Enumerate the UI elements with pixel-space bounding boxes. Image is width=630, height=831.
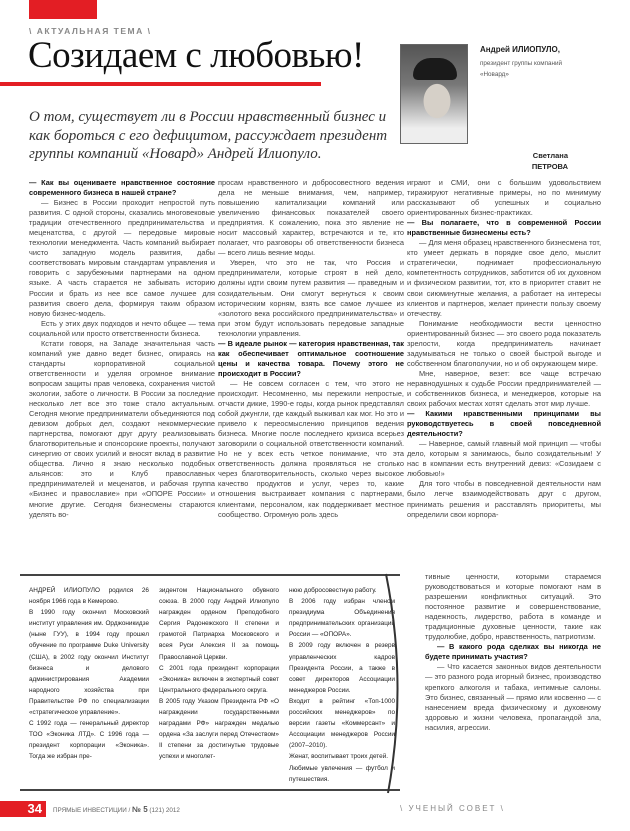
text-column-3-continued	[425, 572, 601, 733]
footer-section: \ УЧЕНЫЙ СОВЕТ \	[400, 804, 505, 813]
bio-paragraph: Входит в рейтинг «Топ-1000 российских менеджеров» по версии газеты «Коммерсант» и Ассоциации менеджеров России (2007–2010).	[289, 697, 395, 750]
person-name: Андрей ИЛИОПУЛО,	[480, 45, 560, 54]
person-role: президент группы компаний «Новард»	[480, 60, 563, 78]
interview-question: — В какого рода сделках вы никогда не будете принимать участия?	[425, 642, 601, 662]
bio-paragraph: В 1990 году окончил Московский институт управления им. Орджоникидзе (ныне ГУУ), в 1994 году прошел обучение по программе Duke University (США), в 2002 году окончил Институт бизнеса и делового администрирования Академии народного хозяйства при Правительстве РФ по специализации «стратегическое управление».	[29, 609, 149, 717]
text-column-1	[29, 178, 215, 520]
paragraph: — Наверное, самый главный мой принцип — чтобы дело, которым я занимаюсь, было созидательным! У нас в компании есть внутренний девиз: «Созидаем с любовью!»	[407, 439, 601, 479]
interview-question: — Какими нравственными принципами вы руководствуетесь в своей повседневной деятельности?	[407, 409, 601, 439]
bio-paragraph: В 2005 году Указом Президента РФ «О награждении государственными наградами РФ» награжден медалью ордена «За заслуги перед Отечеством» II степени за достигнутые трудовые успехи и многолет-	[159, 697, 279, 761]
page-number: 34	[0, 801, 46, 817]
author-first-name: Светлана	[532, 151, 568, 160]
article-title: Созидаем с любовью!	[28, 35, 364, 76]
red-header-block	[29, 0, 97, 19]
paragraph: Понимание необходимости вести ценностно ориентированный бизнес — это своего рода показатель зрелости, когда предприниматель начинает задумываться не только о своей быстрой выгоде и собственном благополучии, но и об окружающем мире.	[407, 318, 601, 368]
interview-question: — В идеале рынок — категория нравственная, так как обеспечивает оптимальное соотношение цены и качества товара. Почему этого не происходит в России?	[218, 338, 404, 378]
bio-column-1	[29, 585, 149, 763]
author-last-name: ПЕТРОВА	[531, 162, 568, 171]
bio-paragraph: Любимые увлечения — футбол и путешествия.	[289, 764, 395, 783]
paragraph: — Для меня образец нравственного бизнесмена тот, кто умеет держать в порядке свое дело, мыслит стратегически, поднимает профессиональную компетентность сотрудников, заботится об их духовном и физическом развитии, тот, кто в приоритет ставит не свои сиюминутные желания, а работает на интересы клиентов и партнеров, желает принести пользу своему отечеству.	[407, 238, 601, 318]
text-column-2	[218, 178, 404, 520]
paragraph: Для того чтобы в повседневной деятельности нам было легче взаимодействовать друг с другом, принимать решения и расставлять приоритеты, мы определили свои корпора-	[407, 479, 601, 519]
paragraph: — Бизнес в России проходит непростой путь развития. С одной стороны, сказались многовековые традиции отечественного предпринимательства и меценатства, с другой — передовые мировые технологии менеджмента. Часть компаний выбирает чисто западную модель развития, дабы соответствовать мировым стандартам управления и говорить с зарубежными партнерами на одном языке. А часть старается не забывать историю России и брать из нее все самое лучшее для развития своего дела, формируя таким образом новую бизнес-модель.	[29, 198, 215, 318]
section-label: \ АКТУАЛЬНАЯ ТЕМА \	[29, 26, 152, 36]
bio-paragraph: нюю добросовестную работу.	[289, 587, 377, 594]
paragraph: тивные ценности, которыми стараемся руководствоваться и которые помогают нам в разрешении конфликтных ситуаций. Это постоянное развитие и совершенствование, надежность, лидерство, работа в команде и традиционные духовные ценности, такие как трудолюбие, добро, нравственность, патриотизм.	[425, 572, 601, 642]
bio-paragraph: Женат, воспитывает троих детей.	[289, 753, 389, 761]
issue-number: № 5	[132, 805, 148, 814]
article-lead: О том, существует ли в России нравственный бизнес и как бороться с его дефицитом, рассуждает президент группы компаний «Новард» Андрей Илиопуло.	[29, 109, 388, 162]
bio-paragraph: зидентом Национального обувного союза. В 2000 году Андрей Илиопуло награжден орденом Преподобного Сергия Радонежского II степени и грамотой Патриарха Московского и всея Руси Алексия II за помощь Православной Церкви.	[159, 587, 279, 661]
bio-box-curved-edge	[378, 572, 408, 795]
paragraph: играют и СМИ, они с большим удовольствием тиражируют негативные примеры, но по минимуму рассказывают об успешных и социально ориентированных бизнес-практиках.	[407, 178, 601, 218]
paragraph: просам нравственного и добросовестного ведения дела не меньше внимания, чем, например, повышению капитализации компаний или увеличению финансовых показателей своего предприятия. К сожалению, пока это явление не носит массовый характер, встречаются и те, кто полагает, что разговоры об ответственности бизнеса — всего лишь веяние моды.	[218, 178, 404, 258]
bio-box	[20, 574, 400, 791]
bio-paragraph: В 2006 году избран членом президиума Объединения предпринимательских организаций России — «ОПОРА».	[289, 598, 395, 639]
paragraph: Мне, наверное, везет: все чаще встречаю неравнодушных к судьбе России предпринимателей — и собственников бизнеса, и менеджеров, которые на своих рабочих местах хотят сделать этот мир лучше.	[407, 368, 601, 409]
text-column-3	[407, 178, 601, 520]
author-byline	[520, 150, 568, 172]
bio-paragraph: С 2001 года президент корпорации «Эконика» включен в экспертный совет Центрального федерального округа.	[159, 664, 279, 694]
bio-paragraph: С 1992 года — генеральный директор ТОО «Эконика ЛТД». С 1996 года — президент корпорации «Эконика». Тогда же избран пре-	[29, 720, 149, 761]
bio-paragraph: В 2009 году включен в резерв управленческих кадров Президента России, а также в совет директоров Ассоциации менеджеров России.	[289, 642, 395, 694]
issue-year: (121) 2012	[147, 807, 180, 814]
paragraph: Есть у этих двух подходов и нечто общее — тема социальной или просто ответственности бизнеса.	[29, 318, 215, 338]
paragraph: — Не совсем согласен с тем, что этого не происходит. Несомненно, мы пережили непростые, отчасти дикие, 1990-е годы, когда рынок представлял собой джунгли, где каждый выживал как мог. Но это и привело к переосмыслению принципов ведения бизнеса. Многие после последнего кризиса всерьез заговорили о социальной ответственности компаний. Но не у всех есть четкое понимание, что эта ответственность должна проявляться не столько через благотворительность, сколько через высокое качество продуктов и услуг, через то, какие отношения выстраивает компания с партнерами, клиентами, персоналом, как поддерживает местное сообщество. Огромную роль здесь	[218, 378, 404, 519]
magazine-name: ПРЯМЫЕ ИНВЕСТИЦИИ /	[53, 807, 133, 814]
interview-question: — Как вы оцениваете нравственное состояние современного бизнеса в нашей стране?	[29, 178, 215, 198]
title-underline	[0, 82, 321, 86]
interview-question: — Вы полагаете, что в современной России нравственные бизнесмены есть?	[407, 218, 601, 238]
bio-paragraph: АНДРЕЙ ИЛИОПУЛО родился 26 ноября 1966 года в Кемерово.	[29, 587, 149, 606]
magazine-issue	[53, 805, 180, 814]
bio-column-2	[159, 585, 279, 763]
paragraph: — Что касается законных видов деятельности — это разного рода игорный бизнес, производство крепкого алкоголя и табака, интимные салоны. Это бизнес, связанный — прямо или косвенно — с нанесением вреда физическому и духовному здоровью и жизни человека, пропагандой зла, насилия, агрессии.	[425, 662, 601, 732]
paragraph: Уверен, что это не так, что Россия и предприниматели, которые строят в ней дело, должны идти своим путем развития — праведным и созидательным. Они смогут вернуться к своим историческим корням, взять все самое лучшее из «золотого века российского предпринимательства» и при этом будут использовать передовые западные технологии управления.	[218, 258, 404, 338]
paragraph: Кстати говоря, на Западе значительная часть компаний уже давно ведет бизнес, опираясь на стандарты корпоративной социальной ответственности и уделяя огромное внимание вопросам защиты прав человека, сохранения чистой экологии, заботе о личности. В России за последние несколько лет все это тоже стало актуальным. Сегодня многие предприниматели объединяются под девизом добрых дел, создают некоммерческие партнерства, помогают друг другу реализовывать благотворительные и спонсорские проекты, получают синергию от своих усилий и вносят вклад в развитие общества. Лично я знаю несколько подобных альянсов: это и Клуб православных предпринимателей и меценатов, и рабочая группа «Бизнес и православие» при «ОПОРЕ России» и многие другие. Сегодня бизнесмены стараются уделять во-	[29, 338, 215, 519]
portrait-hair	[413, 58, 457, 80]
